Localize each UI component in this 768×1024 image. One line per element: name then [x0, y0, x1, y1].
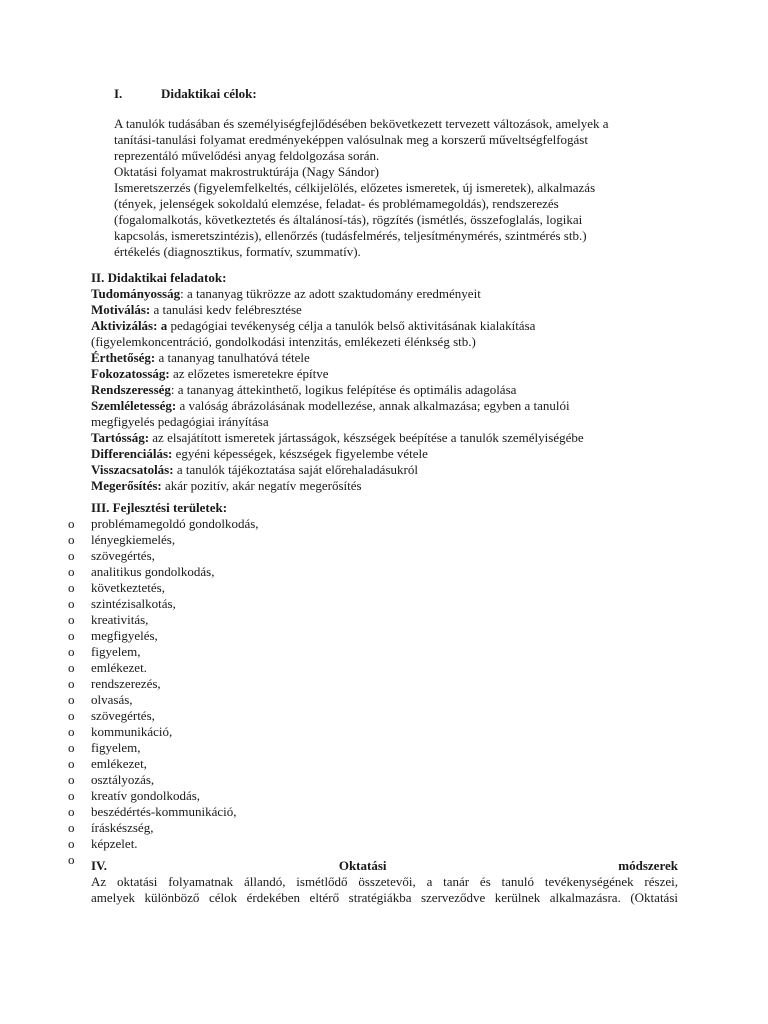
didactic-task-term: Visszacsatolás: [91, 462, 174, 477]
didactic-task-text: a tanulók tájékoztatása saját előrehaladásukról [173, 462, 418, 477]
section-4-line: Az oktatási folyamatnak állandó, ismétlődő összetevői, a tanár és tanuló tevékenységének részei, [91, 874, 678, 889]
bullet-icon: o [68, 852, 75, 867]
list-item [68, 516, 259, 532]
bullet-icon: o [68, 708, 75, 723]
list-item-text: képzelet. [91, 836, 138, 851]
didactic-task-term: Aktivizálás: a [91, 318, 168, 333]
list-item [68, 676, 259, 692]
list-item [68, 644, 259, 660]
bullet-icon: o [68, 564, 75, 579]
didactic-task-item [91, 398, 691, 414]
list-item [68, 756, 259, 772]
section-4-title-word-1: Oktatási [338, 858, 387, 873]
bullet-icon: o [68, 612, 75, 627]
didactic-task-text: megfigyelés pedagógiai irányítása [91, 414, 269, 429]
section-1-body [114, 116, 694, 260]
bullet-icon: o [68, 676, 75, 691]
list-item [68, 692, 259, 708]
list-item-text: kommunikáció, [91, 724, 173, 739]
section-4-title-word-2: módszerek [618, 858, 678, 873]
bullet-icon: o [68, 516, 75, 531]
list-item [68, 740, 259, 756]
bullet-icon: o [68, 724, 75, 739]
section-2 [91, 270, 691, 494]
list-item-text: figyelem, [91, 740, 141, 755]
list-item [68, 596, 259, 612]
didactic-task-item [91, 382, 691, 398]
bullet-icon: o [68, 804, 75, 819]
didactic-task-item [91, 414, 691, 430]
didactic-task-item [91, 350, 691, 366]
didactic-task-text: az elsajátított ismeretek jártasságok, készségek beépítése a tanulók személyiségébe [149, 430, 584, 445]
section-3-title: III. Fejlesztési területek: [91, 500, 228, 515]
bullet-icon: o [68, 548, 75, 563]
section-4-heading [91, 858, 678, 874]
list-item [68, 804, 259, 820]
bullet-icon: o [68, 596, 75, 611]
didactic-task-term: Tartósság: [91, 430, 150, 445]
section-1-line: értékelés (diagnosztikus, formatív, szummatív). [114, 244, 361, 259]
bullet-icon: o [68, 580, 75, 595]
section-1-line: reprezentáló művelődési anyag feldolgozása során. [114, 148, 380, 163]
list-item [68, 724, 259, 740]
bullet-icon: o [68, 644, 75, 659]
bullet-icon: o [68, 836, 75, 851]
didactic-task-term: Megerősítés: [91, 478, 162, 493]
list-item-text: szövegértés, [91, 708, 155, 723]
list-item [68, 788, 259, 804]
didactic-task-item [91, 462, 691, 478]
list-item [68, 660, 259, 676]
didactic-task-term: Szemléletesség: [91, 398, 177, 413]
didactic-task-text: : a tananyag tükrözze az adott szaktudomány eredményeit [180, 286, 481, 301]
section-1-number: I. [114, 86, 123, 101]
didactic-task-item [91, 318, 691, 334]
didactic-task-text: a tanulási kedv felébresztése [150, 302, 302, 317]
section-4-line: amelyek különböző célok érdekében eltérő stratégiákba szerveződve kerülnek alkalmazásra. (Oktatási [91, 890, 678, 905]
list-item-text: beszédértés-kommunikáció, [91, 804, 237, 819]
section-1-line: A tanulók tudásában és személyiségfejlődésében bekövetkezett tervezett változások, amelyek a [114, 116, 609, 131]
list-item-text: szintézisalkotás, [91, 596, 176, 611]
didactic-task-text: akár pozitív, akár negatív megerősítés [161, 478, 362, 493]
didactic-task-item [91, 446, 691, 462]
bullet-icon: o [68, 660, 75, 675]
didactic-task-text: pedagógiai tevékenység célja a tanulók belső aktivitásának kialakítása [167, 318, 536, 333]
bullet-icon: o [68, 532, 75, 547]
list-item-text: íráskészség, [91, 820, 154, 835]
bullet-icon: o [68, 740, 75, 755]
bullet-icon: o [68, 628, 75, 643]
section-1-line: Oktatási folyamat makrostruktúrája (Nagy Sándor) [114, 164, 379, 179]
list-item [68, 820, 259, 836]
list-item-text: figyelem, [91, 644, 141, 659]
development-areas-list [68, 516, 259, 868]
section-1-title: Didaktikai célok: [161, 86, 257, 101]
section-1-line: (fogalomalkotás, következtetés és általánosí-tás), rögzítés (ismétlés, összefoglalás, logikai [114, 212, 583, 227]
section-1-heading [114, 86, 257, 102]
list-item-text: osztályozás, [91, 772, 155, 787]
list-item-text: következtetés, [91, 580, 165, 595]
list-item [68, 564, 259, 580]
section-3 [91, 500, 691, 516]
list-item [68, 532, 259, 548]
list-item [68, 628, 259, 644]
section-1-line: (tények, jelenségek sokoldalú elemzése, feladat- és problémamegoldás), rendszerezés [114, 196, 559, 211]
list-item-text: rendszerezés, [91, 676, 161, 691]
bullet-icon: o [68, 820, 75, 835]
section-1-line: Ismeretszerzés (figyelemfelkeltés, célkijelölés, előzetes ismeretek, új ismeretek), alkalmazás [114, 180, 596, 195]
list-item [68, 708, 259, 724]
list-item-text: olvasás, [91, 692, 133, 707]
list-item-text: lényegkiemelés, [91, 532, 176, 547]
didactic-task-item [91, 286, 691, 302]
didactic-task-term: Fokozatosság: [91, 366, 170, 381]
section-4-number: IV. [91, 858, 108, 873]
list-item-text: kreatív gondolkodás, [91, 788, 201, 803]
bullet-icon: o [68, 772, 75, 787]
didactic-task-term: Rendszeresség [91, 382, 171, 397]
didactic-task-text: a valóság ábrázolásának modellezése, annak alkalmazása; egyben a tanulói [176, 398, 570, 413]
list-item [68, 772, 259, 788]
section-1-line: tanítási-tanulási folyamat eredményeképpen valósulnak meg a korszerű műveltségfelfogást [114, 132, 588, 147]
didactic-task-text: az előzetes ismeretekre építve [169, 366, 329, 381]
list-item-text: emlékezet. [91, 660, 147, 675]
section-4 [91, 858, 678, 906]
list-item [68, 836, 259, 852]
didactic-task-term: Tudományosság [91, 286, 181, 301]
list-item-text: szövegértés, [91, 548, 155, 563]
section-2-items [91, 286, 691, 494]
list-item-text: kreativitás, [91, 612, 149, 627]
bullet-icon: o [68, 788, 75, 803]
list-item-text: problémamegoldó gondolkodás, [91, 516, 259, 531]
list-item-text: analitikus gondolkodás, [91, 564, 215, 579]
didactic-task-text: : a tananyag áttekinthető, logikus felépítése és optimális adagolása [170, 382, 517, 397]
didactic-task-item [91, 430, 691, 446]
didactic-task-item [91, 302, 691, 318]
didactic-task-term: Érthetőség: [91, 350, 156, 365]
didactic-task-text: a tananyag tanulhatóvá tétele [155, 350, 310, 365]
list-item [68, 548, 259, 564]
didactic-task-item [91, 334, 691, 350]
section-4-body [91, 874, 678, 906]
didactic-task-text: egyéni képességek, készségek figyelembe vétele [172, 446, 428, 461]
didactic-task-term: Differenciálás: [91, 446, 173, 461]
didactic-task-item [91, 478, 691, 494]
bullet-icon: o [68, 756, 75, 771]
didactic-task-term: Motiválás: [91, 302, 151, 317]
section-2-title: II. Didaktikai feladatok: [91, 270, 227, 285]
section-1-line: kapcsolás, ismeretszintézis), ellenőrzés (tudásfelmérés, teljesítménymérés, szintmérés stb.) [114, 228, 587, 243]
didactic-task-item [91, 366, 691, 382]
list-item-text: emlékezet, [91, 756, 147, 771]
list-item [68, 580, 259, 596]
bullet-icon: o [68, 692, 75, 707]
list-item [68, 612, 259, 628]
list-item-text: megfigyelés, [91, 628, 158, 643]
didactic-task-text: (figyelemkoncentráció, gondolkodási intenzitás, emlékezeti élénkség stb.) [91, 334, 476, 349]
